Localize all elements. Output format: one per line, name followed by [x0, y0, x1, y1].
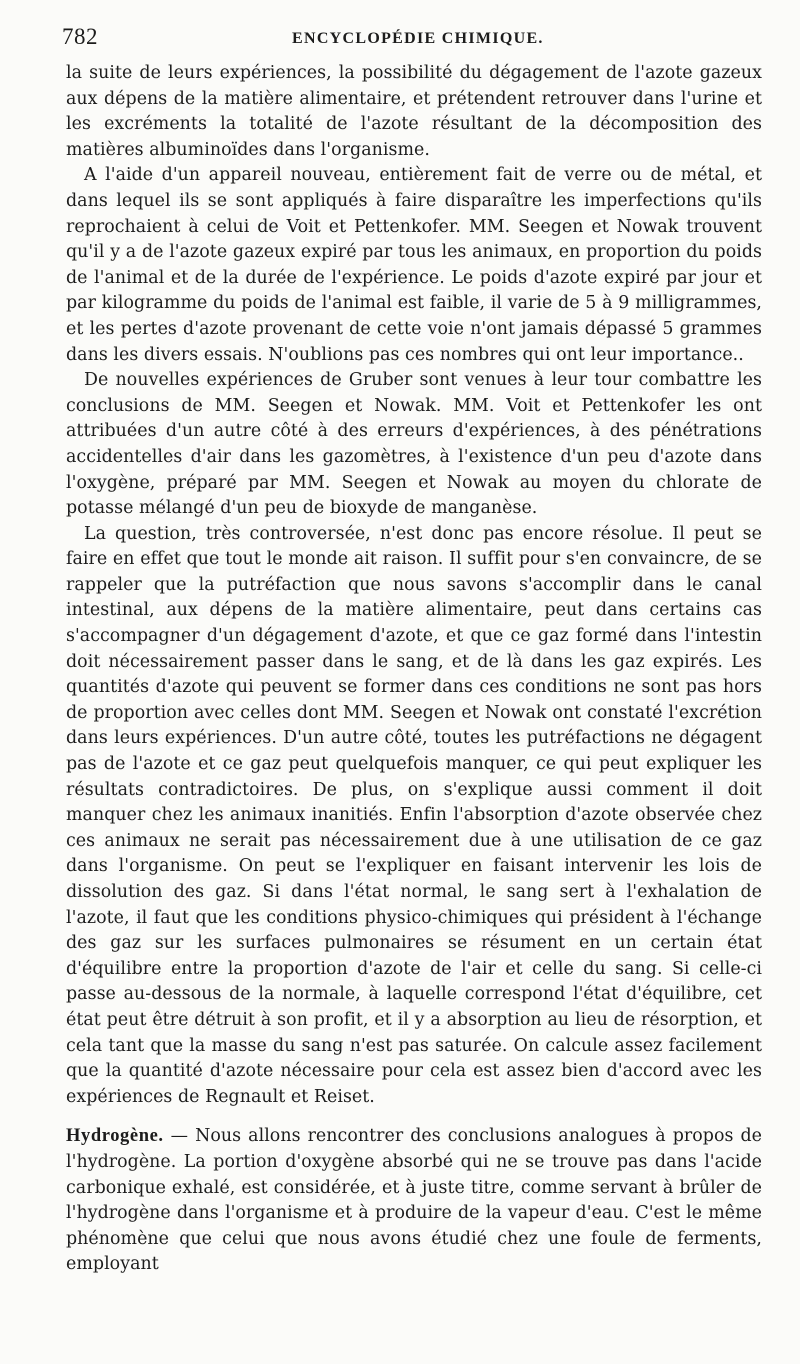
paragraph: A l'aide d'un appareil nouveau, entièrement fait de verre ou de métal, et dans lequel ils se sont appliqués à faire disparaître les imperfections qu'ils reprochaient à celui de Voit et Pettenkofer. MM. Seegen et Nowak trouvent qu'il y a de l'azote gazeux expiré par tous les animaux, en proportion du poids de l'animal et de la durée de l'expérience. Le poids d'azote expiré par jour et par kilogramme du poids de l'animal est faible, il varie de 5 à 9 milligrammes, et les pertes d'azote provenant de cette voie n'ont jamais dépassé 5 grammes dans les divers essais. N'oublions pas ces nombres qui ont leur importance.. [66, 165, 762, 365]
page-header [62, 24, 760, 54]
paragraph: la suite de leurs expériences, la possibilité du dégagement de l'azote gazeux aux dépens de la matière alimentaire, et prétendent retrouver dans l'urine et les excréments la totalité de l'azote résultant de la décomposition des matières albuminoïdes dans l'organisme. [66, 63, 762, 160]
paragraph: De nouvelles expériences de Gruber sont venues à leur tour combattre les conclusions de MM. Seegen et Nowak. MM. Voit et Pettenkofer les ont attribuées d'un autre côté à des erreurs d'expériences, à des pénétrations accidentelles d'air dans les gazomètres, à l'existence d'un peu d'azote dans l'oxygène, préparé par MM. Seegen et Nowak au moyen du chlorate de potasse mélangé d'un peu de bioxyde de manganèse. [66, 370, 762, 519]
paragraph: La question, très controversée, n'est donc pas encore résolue. Il peut se faire en effet que tout le monde ait raison. Il suffit pour s'en convaincre, de se rappeler que la putréfaction que nous savons s'accomplir dans le canal intestinal, aux dépens de la matière alimentaire, peut dans certains cas s'accompagner d'un dégagement d'azote, et que ce gaz formé dans l'intestin doit nécessairement passer dans le sang, et de là dans les gaz expirés. Les quantités d'azote qui peuvent se former dans ces conditions ne sont pas hors de proportion avec celles dont MM. Seegen et Nowak ont constaté l'excrétion dans leurs expériences. D'un autre côté, toutes les putréfactions ne dégagent pas de l'azote et ce gaz peut quelquefois manquer, ce qui peut expliquer les résultats contradictoires. De plus, on s'explique aussi comment il doit manquer chez les animaux inanitiés. Enfin l'absorption d'azote observée chez ces animaux ne serait pas nécessairement due à une utilisation de ce gaz dans l'organisme. On peut se l'expliquer en faisant intervenir les lois de dissolution des gaz. Si dans l'état normal, le sang sert à l'exhalation de l'azote, il faut que les conditions physico-chimiques qui président à l'échange des gaz sur les surfaces pulmonaires se résument en un certain état d'équilibre entre la proportion d'azote de l'air et celle du sang. Si celle-ci passe au-dessous de la normale, à laquelle correspond l'état d'équilibre, cet état peut être détruit à son profit, et il y a absorption au lieu de résorption, et cela tant que la masse du sang n'est pas saturée. On calcule assez facilement que la quantité d'azote nécessaire pour cela est assez bien d'accord avec les expériences de Regnault et Reiset. [66, 523, 762, 1107]
running-title: ENCYCLOPÉDIE CHIMIQUE. [292, 30, 544, 47]
section-paragraph [66, 1124, 762, 1278]
page-number: 782 [62, 24, 98, 49]
section-text: — Nous allons rencontrer des conclusions analogues à propos de l'hydrogène. La portion d'oxygène absorbé qui ne se trouve pas dans l'acide carbonique exhalé, est considérée, et à juste titre, comme servant à brûler de l'hydrogène dans l'organisme et à produire de la vapeur d'eau. C'est le même phénomène que celui que nous avons étudié chez une foule de ferments, employant [66, 1126, 762, 1275]
body-text [66, 61, 762, 1278]
section-heading: Hydrogène. [66, 1126, 164, 1147]
